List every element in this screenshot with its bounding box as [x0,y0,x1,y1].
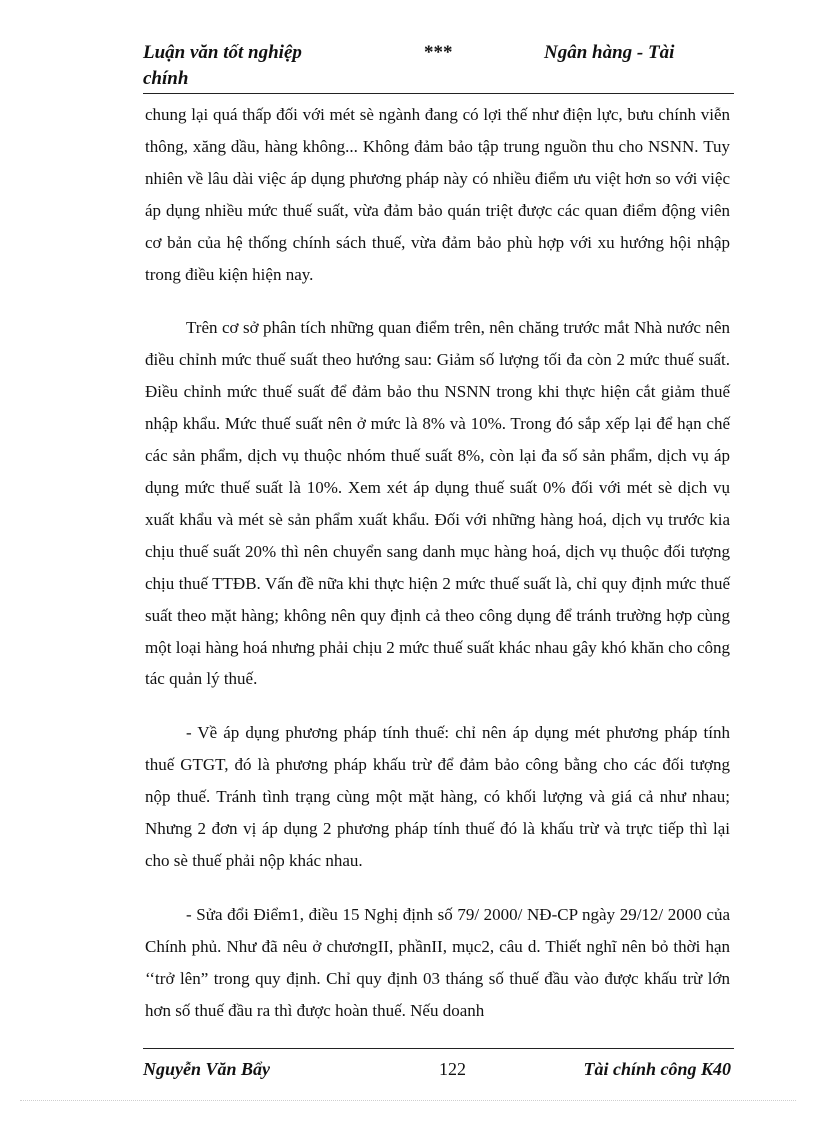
paragraph-3: - Về áp dụng phương pháp tính thuế: chỉ nên áp dụng mét phương pháp tính thuế GTGT, đó là phương pháp khấu trừ để đảm bảo công bằng cho các đối tượng nộp thuế. Tránh tình trạng cùng một mặt hàng, có khối lượng và giá cả như nhau; Nhưng 2 đơn vị áp dụng 2 phương pháp tính thuế đó là khấu trừ và trực tiếp thì lại cho sè thuế phải nộp khác nhau. [145,723,730,870]
page-number: 122 [439,1059,466,1079]
paragraph-4: - Sửa đổi Điểm1, điều 15 Nghị định số 79/ 2000/ NĐ-CP ngày 29/12/ 2000 của Chính phủ. Như đã nêu ở chươngII, phầnII, mục2, câu d. Thiết nghĩ nên bỏ thời hạn ‘‘trở lên” trong quy định. Chỉ quy định 03 tháng số thuế đầu vào được khấu trừ lớn hơn số thuế đầu ra thì được hoàn thuế. Nếu doanh [145,904,730,1020]
page-footer [143,1059,734,1087]
footer-rule [143,1048,734,1049]
footer-author: Nguyễn Văn Bẩy [143,1059,271,1079]
header-thesis-title: Luận văn tốt nghiệp [143,42,302,63]
paragraph-gap [145,877,730,899]
paragraph-gap [145,695,730,717]
header-rule [143,93,734,94]
paragraph-1: chung lại quá thấp đối với mét sè ngành đang có lợi thế như điện lực, bưu chính viễn thông, xăng dầu, hàng không... Không đảm bảo tập trung nguồn thu cho NSNN. Tuy nhiên về lâu dài việc áp dụng phương pháp này có nhiều điểm ưu việt hơn so với việc áp dụng nhiều mức thuế suất, vừa đảm bảo quán triệt được các quan điểm động viên cơ bản của hệ thống chính sách thuế, vừa đảm bảo phù hợp với xu hướng hội nhập trong điều kiện hiện nay. [145,105,730,284]
header-department-continued: chính [143,68,189,89]
paragraph-2: Trên cơ sở phân tích những quan điểm trên, nên chăng trước mắt Nhà nước nên điều chỉnh mức thuế suất theo hướng sau: Giảm số lượng tối đa còn 2 mức thuế suất. Điều chỉnh mức thuế suất để đảm bảo thu NSNN trong khi thực hiện cắt giảm thuế nhập khẩu. Mức thuế suất nên ở mức là 8% và 10%. Trong đó sắp xếp lại để hạn chế các sản phẩm, dịch vụ thuộc nhóm thuế suất 8%, còn lại đa số sản phẩm, dịch vụ áp dụng mức thuế suất là 10%. Xem xét áp dụng thuế suất 0% đối với mét sè dịch vụ xuất khẩu và mét sè sản phẩm xuất khẩu. Đối với những hàng hoá, dịch vụ trước kia chịu thuế suất 20% thì nên chuyển sang danh mục hàng hoá, dịch vụ thuộc đối tượng chịu thuế TTĐB. Vấn đề nữa khi thực hiện 2 mức thuế suất là, chỉ quy định mức thuế suất theo mặt hàng; không nên quy định cả theo công dụng để tránh trường hợp cùng một loại hàng hoá nhưng phải chịu 2 mức thuế suất khác nhau gây khó khăn cho công tác quản lý thuế. [145,318,730,689]
footer-class: Tài chính công K40 [583,1059,731,1079]
header-separator: *** [424,42,453,63]
body-text [145,99,730,1026]
page-bottom-dotted-rule [20,1100,796,1101]
page-header [143,40,733,96]
header-department: Ngân hàng - Tài [544,42,675,63]
paragraph-gap [145,290,730,312]
